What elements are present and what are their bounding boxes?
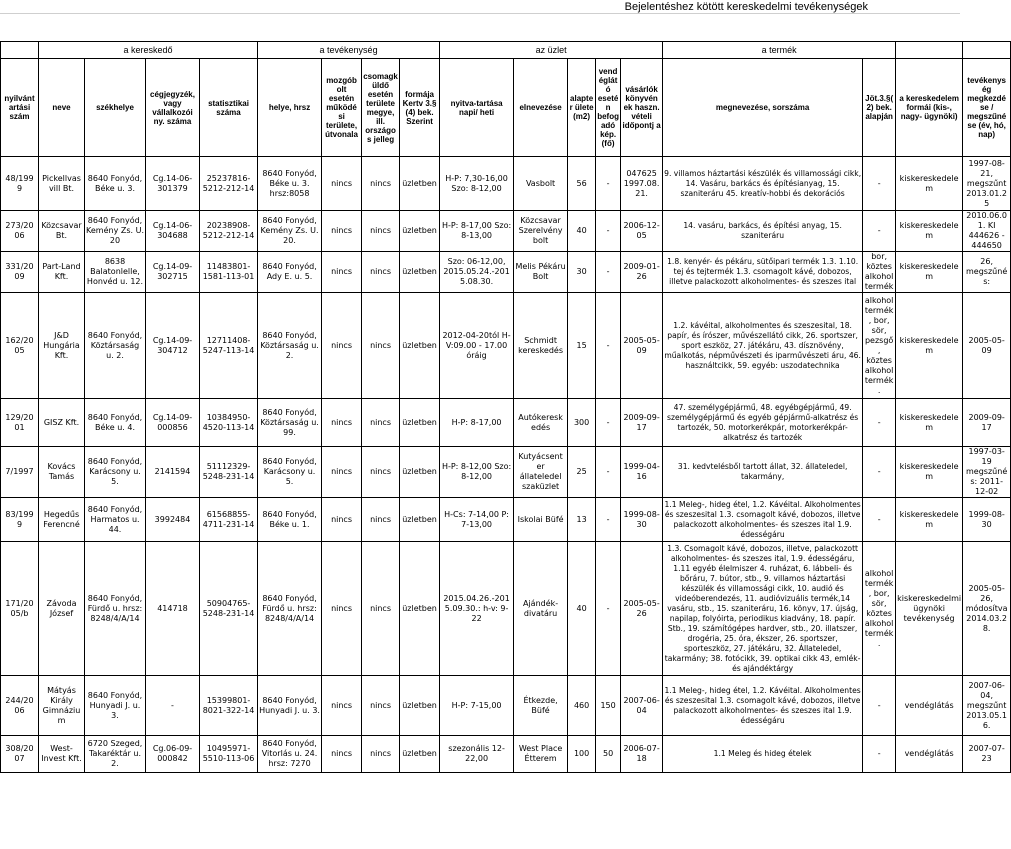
cell-nyitva: H-P: 7-15,00	[440, 676, 514, 736]
cell-csomag: nincs	[362, 736, 400, 773]
cell-vasar: 2007-06-04	[621, 676, 663, 736]
cell-kezd: 2005-05-09	[963, 293, 1011, 399]
cell-elnev: Iskolai Büfé	[514, 498, 568, 542]
cell-vasar: 2005-05-09	[621, 293, 663, 399]
cell-vasar: 1999-04-16	[621, 447, 663, 498]
cell-neve: Hegedűs Ferencné	[39, 498, 85, 542]
cell-hely: 8640 Fonyód, Fürdő u. hrsz: 8248/4/A/14	[258, 542, 322, 676]
cell-vend: -	[596, 252, 621, 293]
page-title: Bejelentéshez kötött kereskedelmi tevékenységek	[624, 1, 868, 13]
cell-forma: üzletben	[400, 399, 440, 447]
cell-keresk: kiskereskedelem	[896, 211, 963, 252]
cell-elnev: Autókeresk edés	[514, 399, 568, 447]
cell-alap: 15	[568, 293, 596, 399]
cell-vasar: 2005-05-26	[621, 542, 663, 676]
cell-vasar: 2009-01-26	[621, 252, 663, 293]
cell-mozgo: nincs	[322, 252, 362, 293]
column-header: tevékenys ég megkezdé se / megszűné se (év, hó, nap)	[963, 59, 1011, 157]
column-header: Jöt.3.§( 2) bek. alapján	[863, 59, 896, 157]
cell-nyilv: 162/20 05	[1, 293, 39, 399]
table-row	[1, 293, 1011, 399]
cell-forma: üzletben	[400, 211, 440, 252]
cell-keresk: kiskereskedelmi ügynöki tevékenység	[896, 542, 963, 676]
cell-vasar: 2006-12-05	[621, 211, 663, 252]
cell-ceg: -	[146, 676, 200, 736]
cell-alap: 30	[568, 252, 596, 293]
cell-elnev: Kutyácsent er állateledel szaküzlet	[514, 447, 568, 498]
cell-forma: üzletben	[400, 293, 440, 399]
cell-jot: -	[863, 447, 896, 498]
cell-neve: Mátyás Király Gimnázium	[39, 676, 85, 736]
cell-vend: 150	[596, 676, 621, 736]
column-header: nyitva-tartása napi/ heti	[440, 59, 514, 157]
cell-nyitva: H-P: 8-12,00 Szo: 8-12,00	[440, 447, 514, 498]
cell-szekhely: 8640 Fonyód, Karácsony u. 5.	[85, 447, 146, 498]
cell-mozgo: nincs	[322, 399, 362, 447]
cell-alap: 56	[568, 157, 596, 211]
cell-kezd: 2007-07-23	[963, 736, 1011, 773]
blank-group-cell	[963, 42, 1011, 59]
cell-forma: üzletben	[400, 736, 440, 773]
cell-nyitva: H-P: 7,30-16,00 Szo: 8-12,00	[440, 157, 514, 211]
cell-stat: 50904765-5248-231-14	[200, 542, 258, 676]
cell-ceg: Cg.14-09-304712	[146, 293, 200, 399]
register-table-wrapper	[0, 41, 1008, 773]
cell-ceg: Cg.14-06-301379	[146, 157, 200, 211]
cell-neve: Závoda József	[39, 542, 85, 676]
cell-vend: -	[596, 542, 621, 676]
cell-forma: üzletben	[400, 447, 440, 498]
column-header: nyilvánt artási szám	[1, 59, 39, 157]
cell-forma: üzletben	[400, 252, 440, 293]
cell-neve: Kovács Tamás	[39, 447, 85, 498]
cell-neve: Pickellvasvill Bt.	[39, 157, 85, 211]
cell-hely: 8640 Fonyód, Köztársaság u. 99.	[258, 399, 322, 447]
cell-csomag: nincs	[362, 498, 400, 542]
cell-neve: J&D Hungária Kft.	[39, 293, 85, 399]
cell-nyitva: szezonális 12-22,00	[440, 736, 514, 773]
register-table	[0, 41, 1011, 773]
cell-ceg: Cg.06-09-000842	[146, 736, 200, 773]
cell-vend: -	[596, 293, 621, 399]
cell-alap: 25	[568, 447, 596, 498]
cell-csomag: nincs	[362, 542, 400, 676]
cell-vend: -	[596, 498, 621, 542]
cell-csomag: nincs	[362, 252, 400, 293]
cell-csomag: nincs	[362, 157, 400, 211]
cell-keresk: kiskereskedelem	[896, 157, 963, 211]
column-header: helye, hrsz	[258, 59, 322, 157]
cell-termek: 1.1 Meleg és hideg ételek	[663, 736, 863, 773]
cell-elnev: Közcsavar Szerelvény bolt	[514, 211, 568, 252]
cell-nyilv: 331/20 09	[1, 252, 39, 293]
group-header-tevekenyseg: a tevékenység	[258, 42, 440, 59]
cell-mozgo: nincs	[322, 211, 362, 252]
blank-group-cell	[1, 42, 39, 59]
cell-stat: 10384950-4520-113-14	[200, 399, 258, 447]
top-bar	[0, 0, 960, 14]
group-header-termek: a termék	[663, 42, 896, 59]
cell-nyitva: 2012-04-20tól H-V:09.00 - 17.00 óráig	[440, 293, 514, 399]
cell-nyilv: 273/20 06	[1, 211, 39, 252]
cell-kezd: 2009-09-17	[963, 399, 1011, 447]
table-row	[1, 447, 1011, 498]
cell-keresk: kiskereskedelem	[896, 252, 963, 293]
cell-mozgo: nincs	[322, 676, 362, 736]
cell-nyilv: 7/1997	[1, 447, 39, 498]
cell-kezd: 2005-05-26, módosítva 2014.03.28.	[963, 542, 1011, 676]
cell-forma: üzletben	[400, 542, 440, 676]
table-row	[1, 542, 1011, 676]
cell-nyilv: 244/20 06	[1, 676, 39, 736]
cell-hely: 8640 Fonyód, Karácsony u. 5.	[258, 447, 322, 498]
cell-nyitva: 2015.04.26.-2015.09.30.: h-v: 9-22	[440, 542, 514, 676]
table-row	[1, 157, 1011, 211]
cell-termek: 9. villamos háztartási készülék és villamossági cikk, 14. Vasáru, barkács és építésianyag, 15. szaniteráru 45. kreatív-hobbi és dekorációs	[663, 157, 863, 211]
cell-termek: 47. személygépjármű, 48. egyébgépjármű, 49. személygépjármű és egyéb gépjármű-alkatrész és tartozék, 50. motorkerékpár, motorkerékpár-alkatrész és tartozék	[663, 399, 863, 447]
cell-termek: 31. kedvtelésből tartott állat, 32. állateledel, takarmány,	[663, 447, 863, 498]
cell-mozgo: nincs	[322, 157, 362, 211]
cell-szekhely: 8640 Fonyód, Fürdő u. hrsz: 8248/4/A/14	[85, 542, 146, 676]
cell-termek: 1.1 Meleg-, hideg étel, 1.2. Kávéital. Alkoholmentes és szeszesital 1.3. csomagolt kávé, dobozos, illetve palackozott alkoholmentes- és szeszes ital 1.9. édességáru	[663, 676, 863, 736]
cell-jot: alkohol termék, bor, sör, köztes alkohol termék.	[863, 542, 896, 676]
cell-stat: 12711408-5247-113-14	[200, 293, 258, 399]
cell-jot: -	[863, 498, 896, 542]
blank-group-cell	[896, 42, 963, 59]
cell-csomag: nincs	[362, 447, 400, 498]
cell-nyilv: 308/20 07	[1, 736, 39, 773]
cell-stat: 25237816-5212-212-14	[200, 157, 258, 211]
register-table-body	[1, 157, 1011, 773]
cell-szekhely: 8640 Fonyód, Béke u. 4.	[85, 399, 146, 447]
cell-keresk: vendéglátás	[896, 736, 963, 773]
cell-alap: 40	[568, 211, 596, 252]
cell-szekhely: 8640 Fonyód, Kemény Zs. U. 20	[85, 211, 146, 252]
cell-jot: alkohol termék, bor, sör, pezsgő, köztes alkohol termék.	[863, 293, 896, 399]
cell-stat: 11483801-1581-113-01	[200, 252, 258, 293]
cell-kezd: 1997-03-19 megszűnés: 2011-12-02	[963, 447, 1011, 498]
cell-csomag: nincs	[362, 399, 400, 447]
cell-stat: 10495971-5510-113-06	[200, 736, 258, 773]
cell-forma: üzletben	[400, 676, 440, 736]
cell-kezd: 2007-06-04, megszűnt 2013.05.16.	[963, 676, 1011, 736]
cell-mozgo: nincs	[322, 736, 362, 773]
cell-mozgo: nincs	[322, 447, 362, 498]
column-header: alapter ülete (m2)	[568, 59, 596, 157]
cell-termek: 1.8. kenyér- és pékáru, sütőipari termék 1.3. 1.10. tej és tejtermék 1.3. csomagolt kávé, dobozos, illetve palackozott alkoholmentes- és szeszes ital	[663, 252, 863, 293]
cell-vend: 50	[596, 736, 621, 773]
table-row	[1, 252, 1011, 293]
cell-keresk: kiskereskedelem	[896, 498, 963, 542]
cell-vasar: 047625 1997.08. 21.	[621, 157, 663, 211]
column-header: formája Kertv 3.§ (4) bek. Szerint	[400, 59, 440, 157]
cell-jot: -	[863, 399, 896, 447]
cell-keresk: vendéglátás	[896, 676, 963, 736]
cell-alap: 13	[568, 498, 596, 542]
table-row	[1, 211, 1011, 252]
cell-ceg: Cg.14-09-000856	[146, 399, 200, 447]
cell-stat: 51112329-5248-231-14	[200, 447, 258, 498]
cell-szekhely: 8640 Fonyód, Köztársaság u. 2.	[85, 293, 146, 399]
cell-elnev: Ajándék-divatáru	[514, 542, 568, 676]
cell-neve: West-Invest Kft.	[39, 736, 85, 773]
cell-nyilv: 171/20 05/b	[1, 542, 39, 676]
cell-hely: 8640 Fonyód, Béke u. 1.	[258, 498, 322, 542]
cell-szekhely: 8640 Fonyód, Harmatos u. 44.	[85, 498, 146, 542]
cell-stat: 61568855-4711-231-14	[200, 498, 258, 542]
cell-vend: -	[596, 211, 621, 252]
cell-termek: 14. vasáru, barkács, és építési anyag, 15. szaniteráru	[663, 211, 863, 252]
column-header: megnevezése, sorszáma	[663, 59, 863, 157]
cell-szekhely: 8640 Fonyód, Hunyadi J. u. 3.	[85, 676, 146, 736]
cell-szekhely: 6720 Szeged, Takaréktár u. 2.	[85, 736, 146, 773]
cell-jot: bor, köztes alkohol termék	[863, 252, 896, 293]
cell-nyilv: 83/199 9	[1, 498, 39, 542]
cell-nyilv: 129/20 01	[1, 399, 39, 447]
table-row	[1, 498, 1011, 542]
cell-jot: -	[863, 736, 896, 773]
cell-vend: -	[596, 447, 621, 498]
cell-nyitva: H-P: 8-17,00 Szo: 8-13,00	[440, 211, 514, 252]
cell-elnev: West Place Étterem	[514, 736, 568, 773]
cell-keresk: kiskereskedelem	[896, 447, 963, 498]
cell-termek: 1.3. Csomagolt kávé, dobozos, illetve, palackozott alkoholmentes- és szeszes ital, 1.9. édességáru, 1.11 egyéb élelmiszer 4. ruházat, 6. lábbeli- és bőráru, 7. bútor, stb., 9. villamos háztartási készülék és villamossági cikk, 10. audió és videóberendezés, 11. audióvizuális termék,14 vasáru, stb., 15. szaniteráru, 16. könyv, 17. újság, napilap, folyóirta, periodikus kiadvány, 18. papír. Stb., 19. számítógépes hardver, stb., 20. illatszer, drogéria, 25. óra, ékszer, 26. sportszer, sporteszköz, 27. játékáru, 32. Állateledel, takarmány; 38. fotócikk, 39. optikai cikk 43, emlék- és ajándéktárgy	[663, 542, 863, 676]
cell-hely: 8640 Fonyód, Béke u. 3. hrsz:8058	[258, 157, 322, 211]
cell-ceg: 2141594	[146, 447, 200, 498]
cell-kezd: 1997-08-21, megszűnt 2013.01.25	[963, 157, 1011, 211]
column-header: statisztikai száma	[200, 59, 258, 157]
cell-csomag: nincs	[362, 293, 400, 399]
cell-elnev: Étkezde, Büfé	[514, 676, 568, 736]
column-header: neve	[39, 59, 85, 157]
cell-ceg: 3992484	[146, 498, 200, 542]
column-header: mozgób olt esetén működé si területe, útvonala	[322, 59, 362, 157]
column-header: vend églát ó eseté n befog adó kép. (fő)	[596, 59, 621, 157]
cell-szekhely: 8638 Balatonlelle, Honvéd u. 12.	[85, 252, 146, 293]
cell-keresk: kiskereskedelem	[896, 293, 963, 399]
cell-vend: -	[596, 399, 621, 447]
cell-hely: 8640 Fonyód, Vitorlás u. 24. hrsz: 7270	[258, 736, 322, 773]
column-header: vásárlók könyvén ek haszn. vételi időpontj a	[621, 59, 663, 157]
group-header-uzlet: az üzlet	[440, 42, 663, 59]
cell-termek: 1.2. kávéital, alkoholmentes és szeszesital, 18. papír, és írószer, művészellátó cikk, 26. sportszer, sport eszköz, 27. játékáru, 43. dísznövény, műalkotás, népművészeti és iparművészeti áru, 46. használtcikk, 59. egyéb: uszodatechnika	[663, 293, 863, 399]
group-header-kereskedo: a kereskedő	[39, 42, 258, 59]
column-header: csomagk üldő esetén területe megye, ill. országos jelleg	[362, 59, 400, 157]
column-header: cégjegyzék, vagy vállalkozói ny. száma	[146, 59, 200, 157]
cell-elnev: Melis Pékáru Bolt	[514, 252, 568, 293]
cell-vend: -	[596, 157, 621, 211]
cell-kezd: 2010.06.01. KI 444626 - 444650	[963, 211, 1011, 252]
cell-alap: 300	[568, 399, 596, 447]
cell-jot: -	[863, 676, 896, 736]
cell-csomag: nincs	[362, 676, 400, 736]
cell-neve: GISZ Kft.	[39, 399, 85, 447]
cell-mozgo: nincs	[322, 498, 362, 542]
cell-nyilv: 48/199 9	[1, 157, 39, 211]
cell-szekhely: 8640 Fonyód, Béke u. 3.	[85, 157, 146, 211]
cell-vasar: 2006-07-18	[621, 736, 663, 773]
cell-alap: 40	[568, 542, 596, 676]
cell-elnev: Schmidt kereskedés	[514, 293, 568, 399]
cell-forma: üzletben	[400, 498, 440, 542]
cell-nyitva: H-Cs: 7-14,00 P: 7-13,00	[440, 498, 514, 542]
cell-hely: 8640 Fonyód, Kemény Zs. U. 20.	[258, 211, 322, 252]
cell-hely: 8640 Fonyód, Köztársaság u. 2.	[258, 293, 322, 399]
cell-elnev: Vasbolt	[514, 157, 568, 211]
cell-neve: Közcsavar Bt.	[39, 211, 85, 252]
cell-mozgo: nincs	[322, 293, 362, 399]
cell-hely: 8640 Fonyód, Ady E. u. 5.	[258, 252, 322, 293]
table-row	[1, 736, 1011, 773]
cell-vasar: 1999-08-30	[621, 498, 663, 542]
cell-hely: 8640 Fonyód, Hunyadi J. u. 3.	[258, 676, 322, 736]
cell-ceg: 414718	[146, 542, 200, 676]
cell-ceg: Cg.14-09-302715	[146, 252, 200, 293]
cell-kezd: 26, megszűnés:	[963, 252, 1011, 293]
cell-mozgo: nincs	[322, 542, 362, 676]
cell-nyitva: H-P: 8-17,00	[440, 399, 514, 447]
cell-jot: -	[863, 211, 896, 252]
column-header: székhelye	[85, 59, 146, 157]
table-row	[1, 676, 1011, 736]
cell-vasar: 2009-09-17	[621, 399, 663, 447]
cell-nyitva: Szo: 06-12,00, 2015.05.24.-2015.08.30.	[440, 252, 514, 293]
cell-jot: -	[863, 157, 896, 211]
cell-alap: 100	[568, 736, 596, 773]
cell-keresk: kiskereskedelem	[896, 399, 963, 447]
column-header: elnevezése	[514, 59, 568, 157]
cell-neve: Part-Land Kft.	[39, 252, 85, 293]
table-row	[1, 399, 1011, 447]
cell-csomag: nincs	[362, 211, 400, 252]
column-header: a kereskedelem formái (kis-, nagy- ügynöki)	[896, 59, 963, 157]
cell-termek: 1.1 Meleg-, hideg étel, 1.2. Kávéital. Alkoholmentes és szeszesital 1.3. csomagolt kávé, dobozos, illetve palackozott alkoholmentes- és szeszes ital 1.9. édességáru	[663, 498, 863, 542]
cell-kezd: 1999-08-30	[963, 498, 1011, 542]
cell-ceg: Cg.14-06-304688	[146, 211, 200, 252]
cell-stat: 15399801-8021-322-14	[200, 676, 258, 736]
cell-stat: 20238908-5212-212-14	[200, 211, 258, 252]
cell-alap: 460	[568, 676, 596, 736]
cell-forma: üzletben	[400, 157, 440, 211]
